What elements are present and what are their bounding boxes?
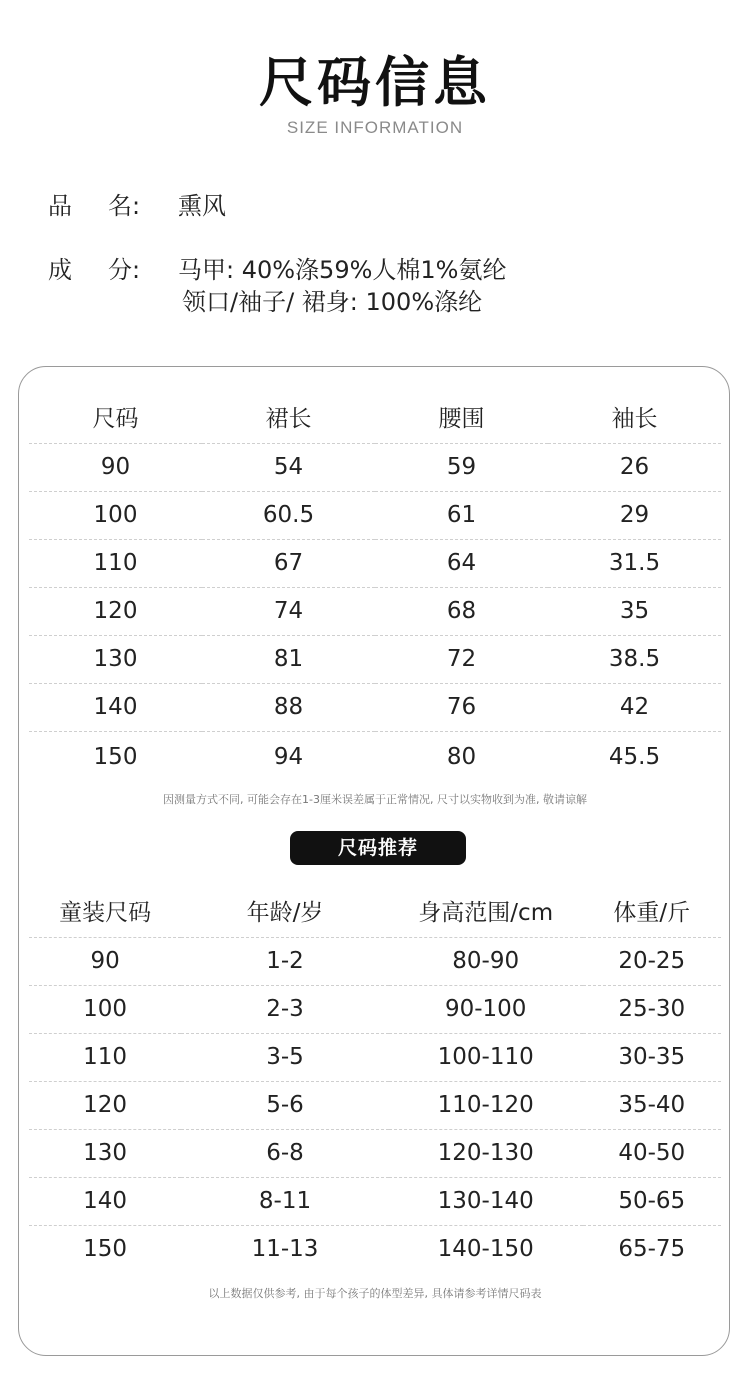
size-card: [18, 366, 730, 1356]
table-cell: 61: [446, 502, 477, 528]
table-cell: 140: [93, 694, 138, 720]
recommend-header-cell: 年龄/岁: [246, 900, 324, 927]
table-cell: 90-100: [444, 996, 527, 1022]
table-cell: 31.5: [608, 550, 661, 576]
size-table-note: 因测量方式不同, 可能会存在1-3厘米误差属于正常情况, 尺寸以实物收到为准, 敬请谅解: [163, 793, 587, 806]
page-subtitle: SIZE INFORMATION: [286, 118, 464, 137]
table-cell: 94: [273, 744, 304, 771]
table-cell: 65-75: [618, 1236, 686, 1263]
table-cell: 1-2: [266, 948, 304, 974]
table-cell: 140-150: [437, 1236, 534, 1263]
table-cell: 130: [93, 646, 138, 672]
table-cell: 76: [446, 694, 477, 720]
table-cell: 6-8: [266, 1140, 304, 1166]
size-header-cell: 裙长: [265, 406, 312, 433]
table-cell: 120-130: [437, 1140, 534, 1166]
table-cell: 120: [93, 598, 138, 624]
table-cell: 25-30: [618, 996, 686, 1022]
table-cell: 20-25: [618, 948, 686, 974]
table-cell: 8-11: [258, 1188, 312, 1214]
product-name-value: 熏风: [178, 192, 226, 220]
table-cell: 110: [93, 550, 138, 576]
size-header-cell: 腰围: [438, 406, 485, 433]
table-row: [29, 1177, 721, 1225]
table-cell: 30-35: [618, 1044, 686, 1070]
product-info: [48, 188, 226, 224]
material-value: [178, 254, 506, 318]
table-cell: 2-3: [266, 996, 304, 1022]
table-row: [29, 1129, 721, 1177]
table-row: [29, 587, 721, 635]
table-cell: 68: [446, 598, 477, 624]
size-header-cell: 尺码: [92, 406, 139, 433]
table-cell: 38.5: [608, 646, 661, 672]
table-cell: 72: [446, 646, 477, 672]
table-row: [29, 731, 721, 783]
table-row: [29, 1033, 721, 1081]
recommend-badge: 尺码推荐: [290, 831, 466, 865]
table-cell: 80-90: [452, 948, 520, 974]
size-table-header-row: [29, 391, 721, 443]
recommend-header-cell: 身高范围/cm: [418, 900, 554, 927]
table-cell: 60.5: [262, 502, 315, 528]
table-cell: 26: [619, 454, 650, 480]
product-name-label: 品 名:: [48, 192, 141, 220]
table-row: [29, 539, 721, 587]
size-table: [29, 391, 721, 783]
table-cell: 67: [273, 550, 304, 576]
table-cell: 100-110: [437, 1044, 534, 1070]
table-cell: 100: [83, 996, 128, 1022]
table-row: [29, 1225, 721, 1273]
table-cell: 110-120: [437, 1092, 534, 1118]
table-cell: 100: [93, 502, 138, 528]
recommend-table: [29, 885, 721, 1273]
table-cell: 130: [83, 1140, 128, 1166]
table-cell: 81: [273, 646, 304, 672]
table-row: [29, 1081, 721, 1129]
table-cell: 150: [83, 1236, 128, 1263]
table-cell: 5-6: [266, 1092, 304, 1118]
table-cell: 45.5: [608, 744, 661, 771]
table-cell: 29: [619, 502, 650, 528]
table-cell: 88: [273, 694, 304, 720]
recommend-table-note: 以上数据仅供参考, 由于每个孩子的体型差异, 具体请参考详情尺码表: [208, 1287, 542, 1300]
table-cell: 35-40: [618, 1092, 686, 1118]
table-row: [29, 985, 721, 1033]
table-row: [29, 491, 721, 539]
table-row: [29, 683, 721, 731]
table-row: [29, 635, 721, 683]
material-line-1: 马甲: 40%涤59%人棉1%氨纶: [178, 256, 507, 284]
material-row: [48, 254, 506, 318]
page-header: [0, 48, 750, 138]
page-title: 尺码信息: [259, 51, 491, 114]
table-cell: 130-140: [437, 1188, 534, 1214]
table-cell: 42: [619, 694, 650, 720]
size-header-cell: 袖长: [611, 406, 658, 433]
recommend-table-header-row: [29, 885, 721, 937]
recommend-header-cell: 童装尺码: [59, 900, 152, 927]
material-line-2: 领口/袖子/ 裙身: 100%涤纶: [182, 288, 483, 316]
table-cell: 59: [446, 454, 477, 480]
product-name-row: [48, 188, 226, 224]
table-cell: 74: [273, 598, 304, 624]
table-cell: 54: [273, 454, 304, 480]
table-cell: 90: [100, 454, 131, 480]
table-cell: 50-65: [618, 1188, 686, 1214]
table-cell: 90: [90, 948, 120, 974]
material-label: 成 分:: [48, 256, 141, 284]
table-row: [29, 937, 721, 985]
table-cell: 64: [446, 550, 477, 576]
table-cell: 3-5: [266, 1044, 304, 1070]
table-cell: 120: [83, 1092, 128, 1118]
table-cell: 11-13: [251, 1236, 319, 1263]
table-row: [29, 443, 721, 491]
table-cell: 80: [446, 744, 477, 771]
table-cell: 140: [83, 1188, 128, 1214]
table-cell: 40-50: [618, 1140, 686, 1166]
table-cell: 35: [619, 598, 650, 624]
table-cell: 110: [83, 1044, 128, 1070]
material-info: [48, 254, 506, 318]
recommend-header-cell: 体重/斤: [613, 900, 691, 927]
table-cell: 150: [93, 744, 138, 771]
